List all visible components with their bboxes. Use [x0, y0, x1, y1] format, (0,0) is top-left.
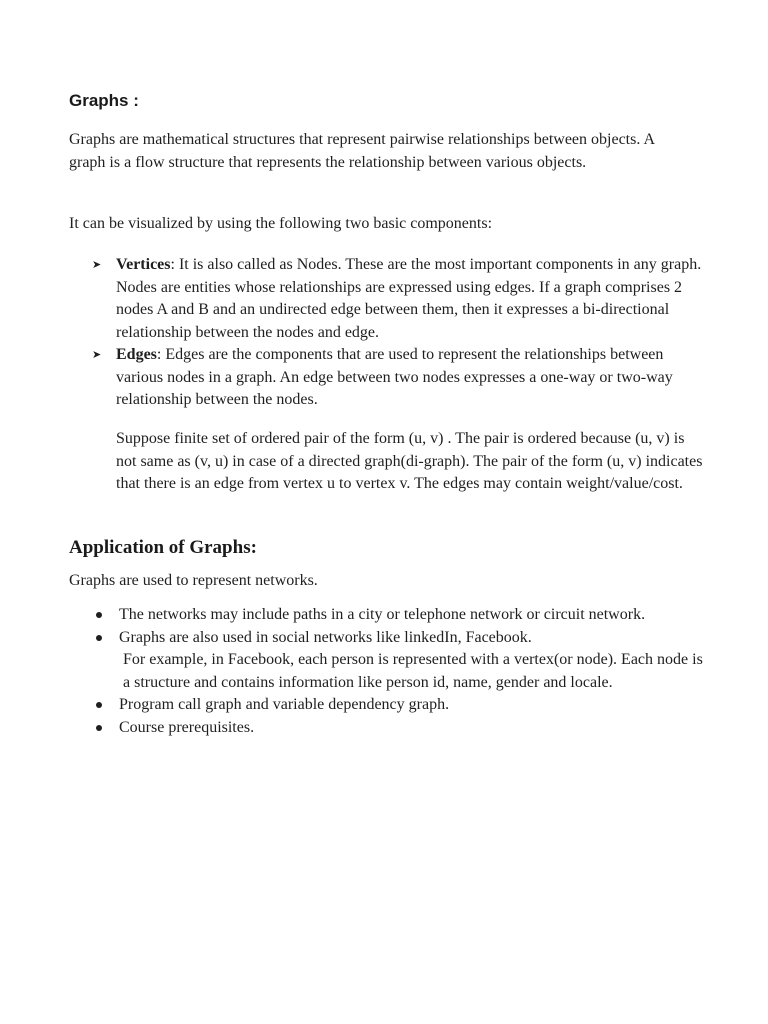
application-item: [96, 694, 706, 717]
applications-heading: Application of Graphs:: [69, 537, 257, 558]
component-description: : It is also called as Nodes. These are the most important components in any graph. Nodes are entities whose relationships are expressed using edges. If a graph comprises 2 nodes A and B and an undirected edge between them, then it expresses a bi-directional relationship between the nodes and edge.: [116, 256, 702, 341]
bullet-dot-icon: [96, 702, 102, 708]
component-item-edges: [92, 344, 710, 412]
component-term: Edges: [116, 346, 157, 363]
application-item: [96, 604, 706, 627]
bullet-dot-icon: [96, 612, 102, 618]
component-item-vertices: [92, 254, 710, 344]
component-term: Vertices: [116, 256, 171, 273]
intro-paragraph: Graphs are mathematical structures that represent pairwise relationships between objects. A graph is a flow structure that represents the relationship between various objects.: [69, 131, 655, 171]
arrow-bullet-icon: ➤: [92, 258, 102, 271]
application-text: Program call graph and variable dependency graph.: [119, 696, 450, 713]
application-text: Graphs are also used in social networks like linkedIn, Facebook.: [119, 628, 532, 646]
bullet-dot-icon: [96, 635, 102, 641]
application-text: The networks may include paths in a city or telephone network or circuit network.: [119, 606, 646, 623]
components-list: [92, 254, 710, 412]
application-item: [96, 627, 706, 695]
components-lead: It can be visualized by using the following two basic components:: [69, 215, 493, 232]
applications-lead: Graphs are used to represent networks.: [69, 572, 318, 589]
ordered-pair-paragraph: Suppose finite set of ordered pair of the form (u, v) . The pair is ordered because (u, v) is not same as (v, u) in case of a directed graph(di-graph). The pair of the form (u, v) indicates that there is an edge from vertex u to vertex v. The edges may contain weight/value/cost.: [116, 430, 703, 492]
graphs-heading: Graphs :: [69, 91, 139, 110]
bullet-dot-icon: [96, 725, 102, 731]
application-text: Course prerequisites.: [119, 718, 255, 736]
applications-list: [96, 604, 706, 739]
application-example: For example, in Facebook, each person is represented with a vertex(or node). Each node is a structure and contains information like person id, name, gender and locale.: [123, 651, 703, 691]
application-item: [96, 717, 706, 740]
component-description: : Edges are the components that are used to represent the relationships between various nodes in a graph. An edge between two nodes expresses a one-way or two-way relationship between the nodes.: [116, 346, 673, 408]
arrow-bullet-icon: ➤: [92, 348, 102, 361]
